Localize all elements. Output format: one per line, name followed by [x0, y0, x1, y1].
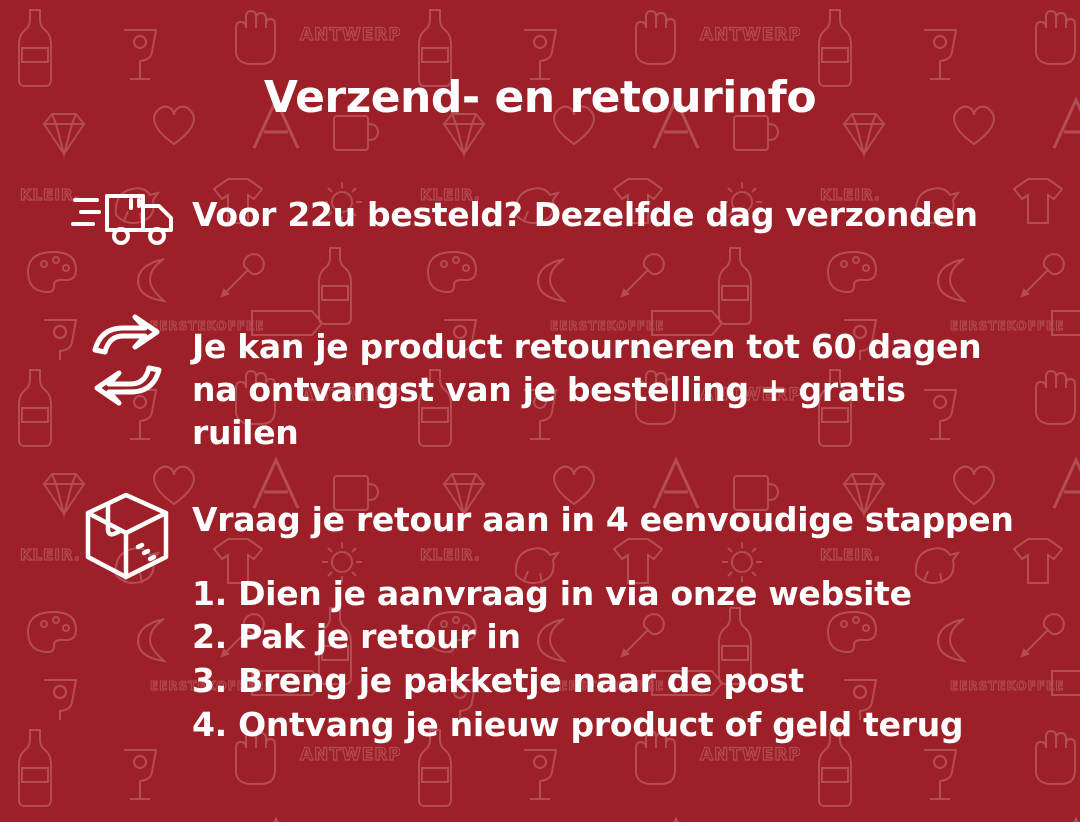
steps-heading: Vraag je retour aan in 4 eenvoudige stappen	[192, 500, 1014, 539]
page-title: Verzend- en retourinfo	[263, 72, 817, 123]
doodle-pattern-background: ANTWERPEN KLEIR. EERSTEKOFFEE	[0, 0, 1080, 822]
steps-list	[192, 572, 1014, 746]
list-item: 4. Ontvang je nieuw product of geld terug	[192, 704, 964, 744]
returns-text: Je kan je product retourneren tot 60 dagen na ontvangst van je bestelling + gratis ruilen	[192, 327, 982, 452]
info-row-steps	[62, 485, 1072, 746]
list-item: 2. Pak je retour in	[192, 617, 521, 657]
list-item: 3. Breng je pakketje naar de post	[192, 660, 804, 700]
open-box-icon	[62, 485, 192, 585]
info-row-returns	[62, 310, 1072, 455]
return-arrows-icon	[62, 310, 192, 410]
info-row-shipping	[62, 180, 1062, 252]
shipping-text: Voor 22u besteld? Dezelfde dag verzonden	[192, 195, 978, 234]
delivery-truck-icon	[62, 180, 192, 252]
list-item: 1. Dien je aanvraag in via onze website	[192, 573, 912, 613]
